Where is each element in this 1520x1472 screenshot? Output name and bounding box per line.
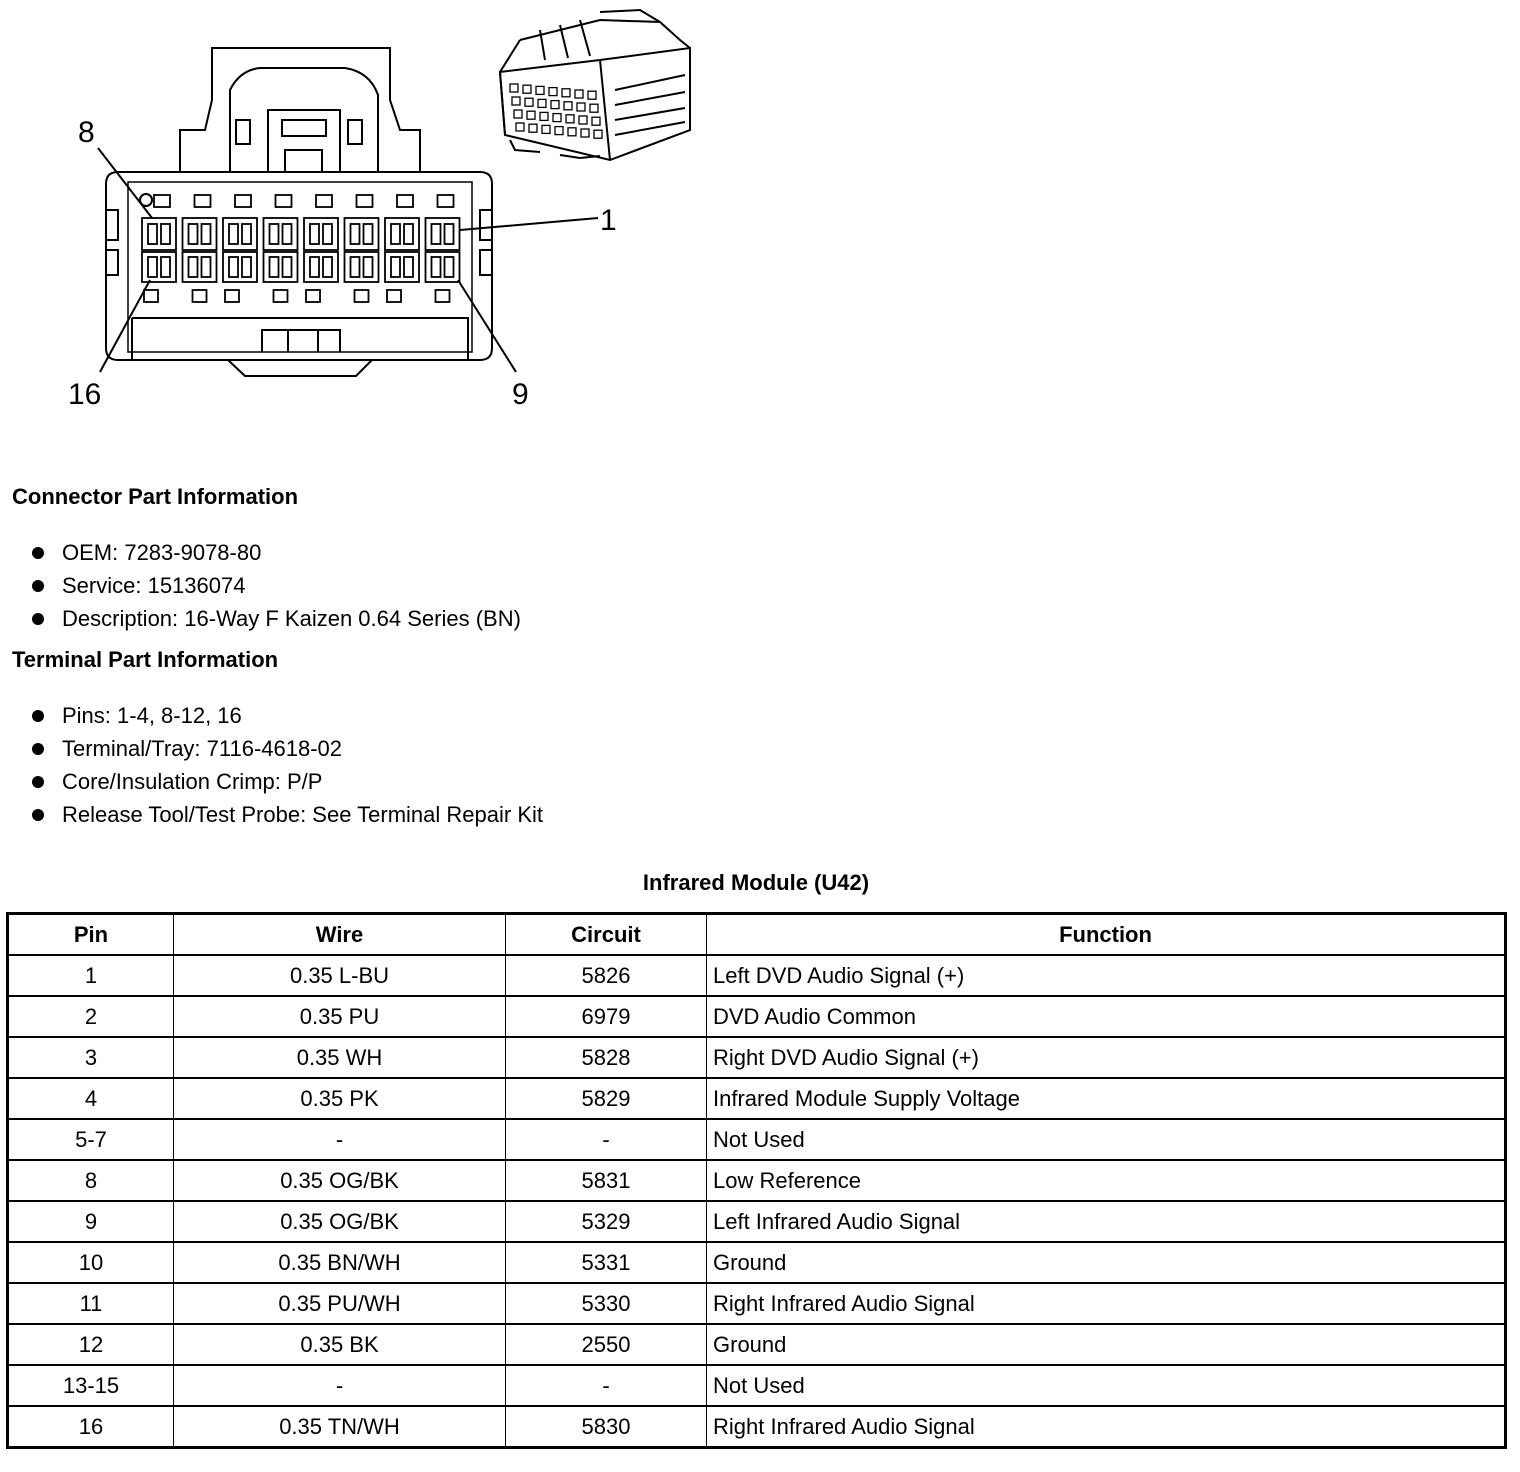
connector-diagram (0, 0, 700, 430)
function-cell: Ground (707, 1324, 1506, 1365)
pin-cell: 2 (8, 996, 174, 1037)
circuit-cell: 6979 (506, 996, 707, 1037)
pin-label-9: 9 (512, 378, 529, 411)
pin-cell: 16 (8, 1406, 174, 1448)
table-row (8, 1119, 1506, 1160)
pin-cell: 13-15 (8, 1365, 174, 1406)
wire-cell: 0.35 OG/BK (174, 1160, 506, 1201)
table-header-row (8, 914, 1506, 956)
circuit-cell: 5330 (506, 1283, 707, 1324)
bullet-icon (32, 580, 44, 592)
wire-cell: 0.35 BN/WH (174, 1242, 506, 1283)
table-row (8, 1365, 1506, 1406)
wire-cell: 0.35 L-BU (174, 955, 506, 996)
connector-isometric-view-icon (500, 10, 690, 160)
circuit-cell: 5826 (506, 955, 707, 996)
connector-front-view-icon (106, 48, 492, 376)
bullet-icon (32, 613, 44, 625)
table-row (8, 1242, 1506, 1283)
function-cell: DVD Audio Common (707, 996, 1506, 1037)
terminal-part-info-list (30, 699, 543, 831)
table-row (8, 1078, 1506, 1119)
function-cell: Low Reference (707, 1160, 1506, 1201)
list-item: Pins: 1-4, 8-12, 16 (30, 699, 543, 732)
wire-cell: 0.35 TN/WH (174, 1406, 506, 1448)
table-row (8, 1406, 1506, 1448)
pin-label-1: 1 (600, 204, 617, 237)
circuit-cell: 5829 (506, 1078, 707, 1119)
function-cell: Right Infrared Audio Signal (707, 1406, 1506, 1448)
table-row (8, 955, 1506, 996)
list-item: Description: 16-Way F Kaizen 0.64 Series (BN) (30, 602, 521, 635)
pin-cell: 10 (8, 1242, 174, 1283)
bullet-icon (32, 809, 44, 821)
function-cell: Left DVD Audio Signal (+) (707, 955, 1506, 996)
function-cell: Not Used (707, 1119, 1506, 1160)
list-item: OEM: 7283-9078-80 (30, 536, 521, 569)
circuit-cell: - (506, 1119, 707, 1160)
terminal-part-info-title: Terminal Part Information (12, 647, 279, 672)
pin-cell: 8 (8, 1160, 174, 1201)
pinout-table (6, 912, 1507, 1449)
function-cell: Right Infrared Audio Signal (707, 1283, 1506, 1324)
wire-cell: 0.35 PU/WH (174, 1283, 506, 1324)
function-cell: Right DVD Audio Signal (+) (707, 1037, 1506, 1078)
header-pin: Pin (8, 914, 174, 956)
table-row (8, 1324, 1506, 1365)
wire-cell: 0.35 OG/BK (174, 1201, 506, 1242)
function-cell: Infrared Module Supply Voltage (707, 1078, 1506, 1119)
pin-cell: 11 (8, 1283, 174, 1324)
bullet-icon (32, 547, 44, 559)
circuit-cell: 5331 (506, 1242, 707, 1283)
circuit-cell: 5329 (506, 1201, 707, 1242)
function-cell: Ground (707, 1242, 1506, 1283)
circuit-cell: 5831 (506, 1160, 707, 1201)
table-title: Infrared Module (U42) (642, 870, 870, 895)
bullet-icon (32, 710, 44, 722)
header-wire: Wire (174, 914, 506, 956)
connector-part-info-list (30, 536, 521, 635)
bullet-icon (32, 776, 44, 788)
wire-cell: 0.35 PK (174, 1078, 506, 1119)
function-cell: Left Infrared Audio Signal (707, 1201, 1506, 1242)
wire-cell: 0.35 PU (174, 996, 506, 1037)
pin-cell: 12 (8, 1324, 174, 1365)
header-function: Function (707, 914, 1506, 956)
circuit-cell: 2550 (506, 1324, 707, 1365)
header-circuit: Circuit (506, 914, 707, 956)
wire-cell: - (174, 1119, 506, 1160)
pin-cell: 1 (8, 955, 174, 996)
table-row (8, 1160, 1506, 1201)
list-item: Terminal/Tray: 7116-4618-02 (30, 732, 543, 765)
table-row (8, 1283, 1506, 1324)
circuit-cell: 5828 (506, 1037, 707, 1078)
wire-cell: 0.35 WH (174, 1037, 506, 1078)
list-item: Core/Insulation Crimp: P/P (30, 765, 543, 798)
table-row (8, 1037, 1506, 1078)
table-row (8, 996, 1506, 1037)
pin-label-16: 16 (68, 378, 102, 411)
pin-cell: 3 (8, 1037, 174, 1078)
wire-cell: - (174, 1365, 506, 1406)
wire-cell: 0.35 BK (174, 1324, 506, 1365)
pin-cell: 4 (8, 1078, 174, 1119)
pin-label-8: 8 (78, 116, 95, 149)
list-item: Release Tool/Test Probe: See Terminal Repair Kit (30, 798, 543, 831)
bullet-icon (32, 743, 44, 755)
pin-cell: 9 (8, 1201, 174, 1242)
list-item: Service: 15136074 (30, 569, 521, 602)
pin-cell: 5-7 (8, 1119, 174, 1160)
function-cell: Not Used (707, 1365, 1506, 1406)
circuit-cell: 5830 (506, 1406, 707, 1448)
table-row (8, 1201, 1506, 1242)
connector-part-info-title: Connector Part Information (12, 484, 299, 509)
circuit-cell: - (506, 1365, 707, 1406)
